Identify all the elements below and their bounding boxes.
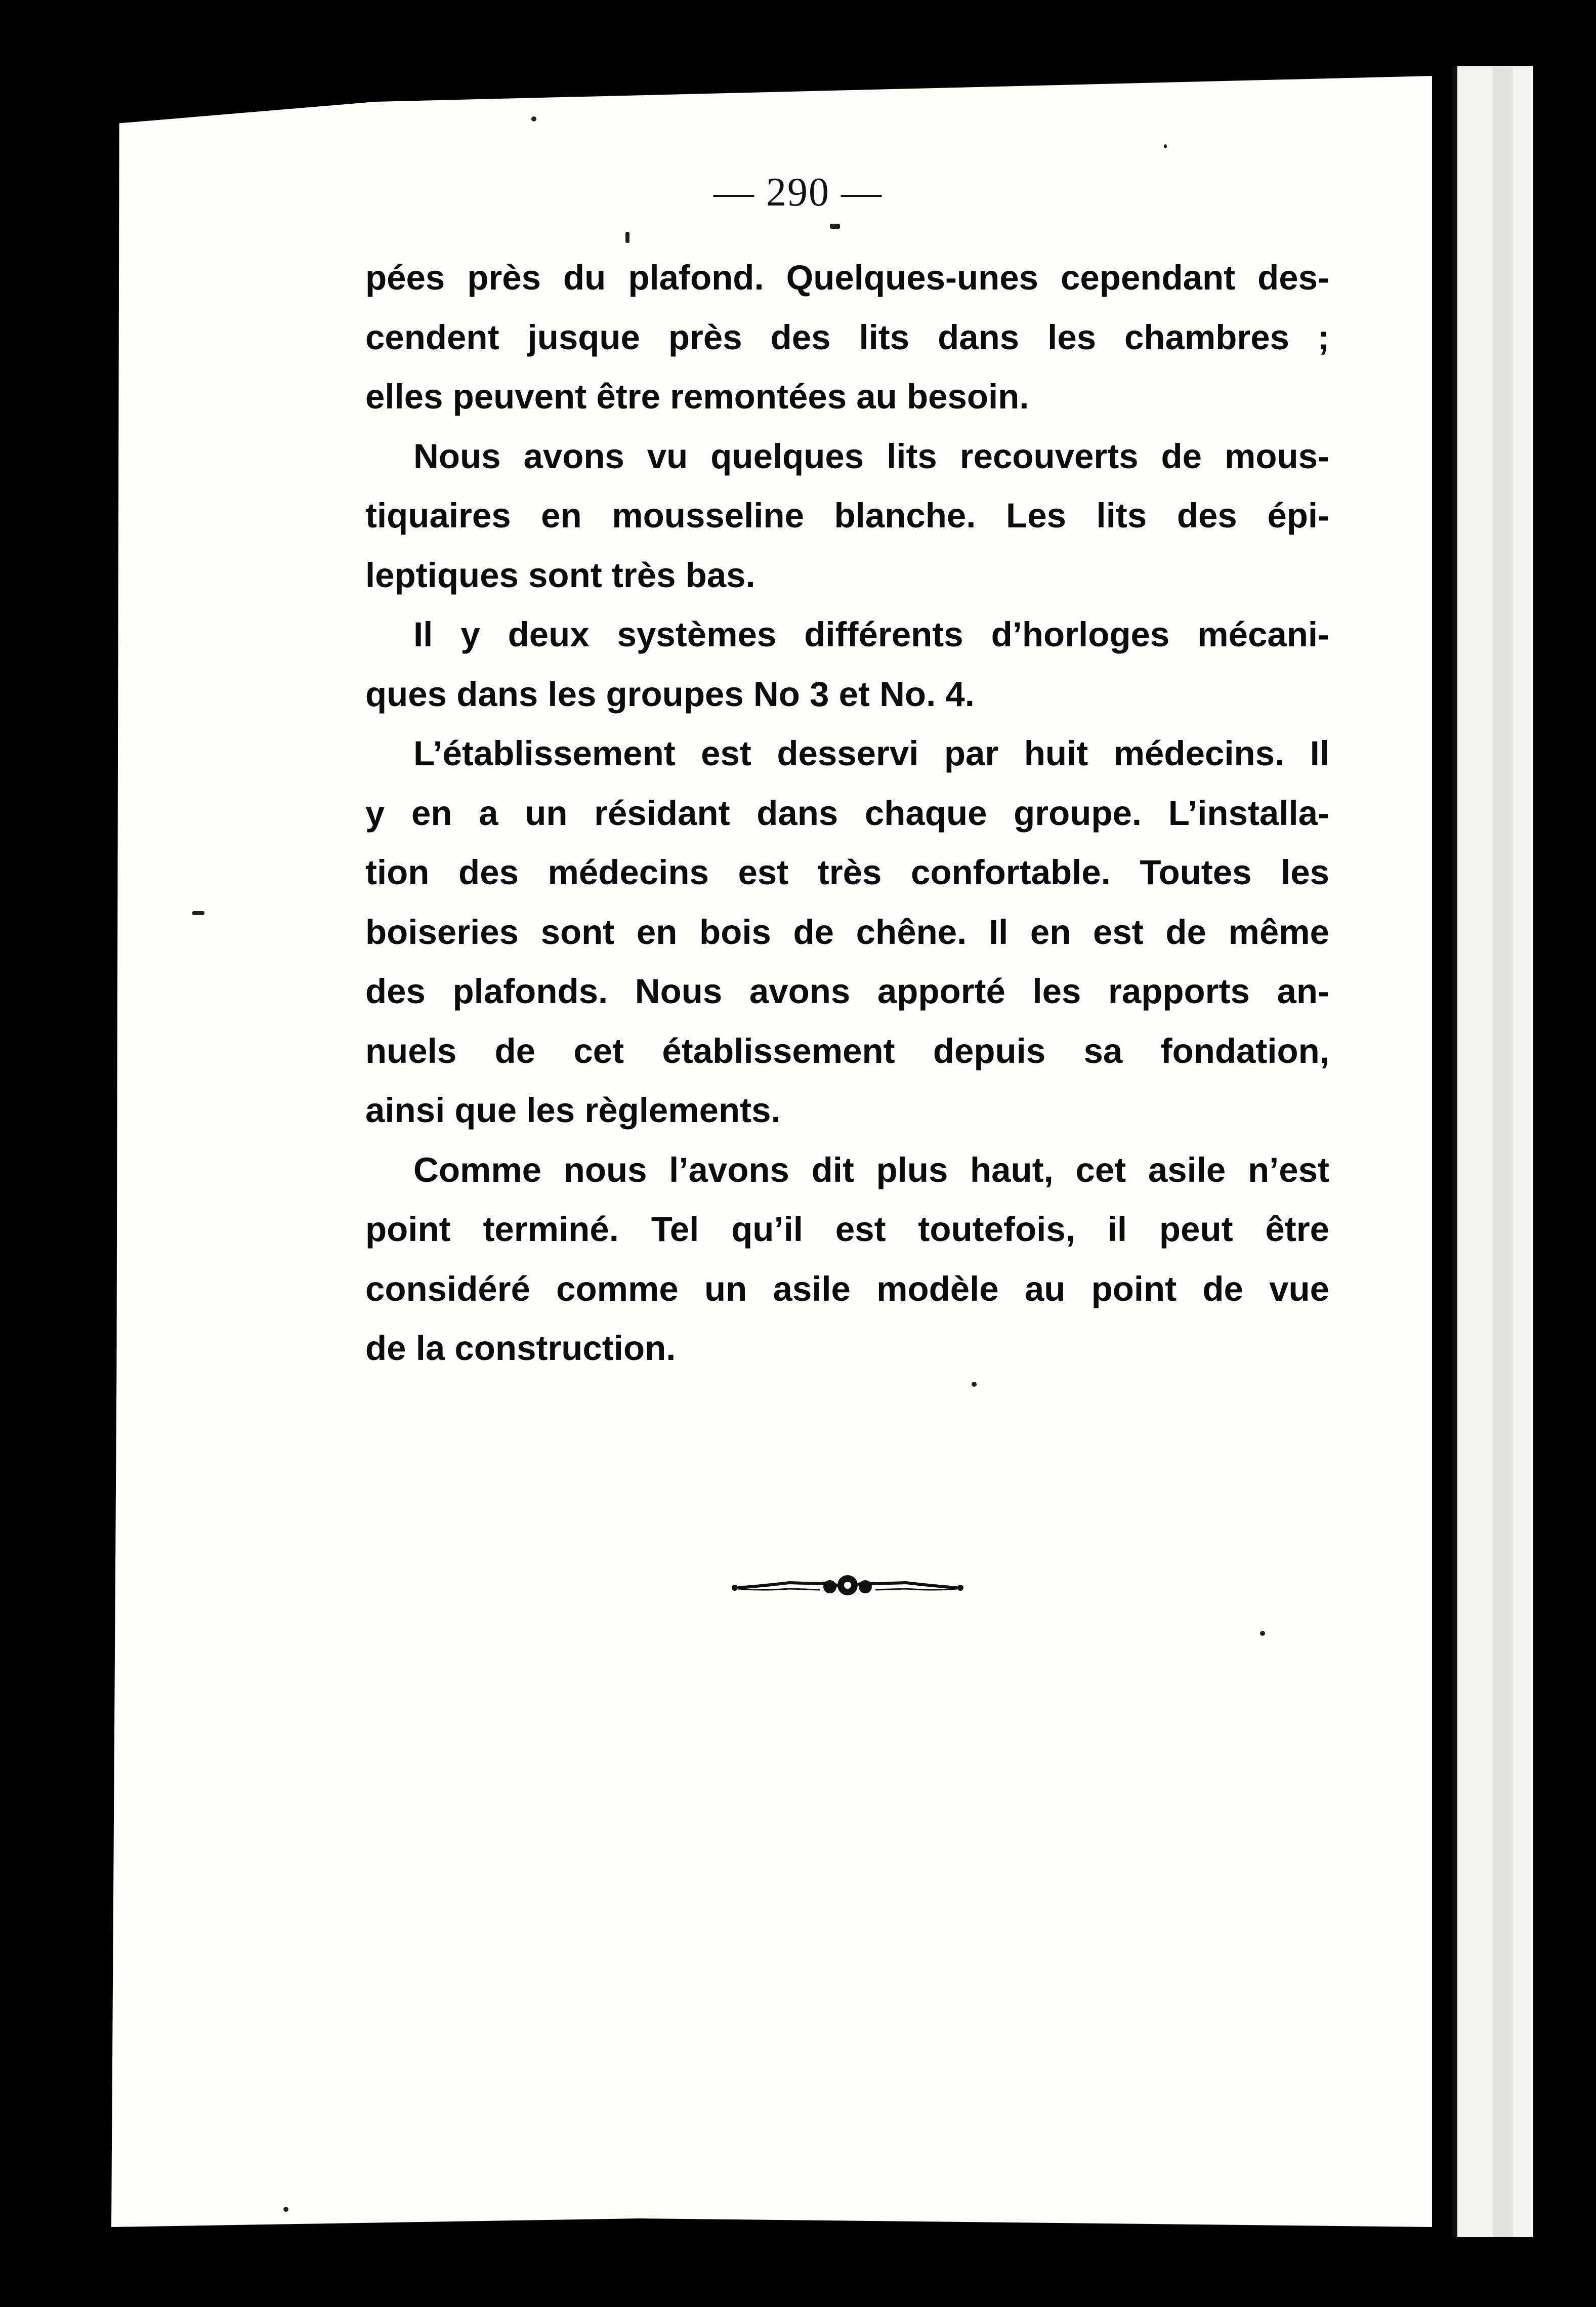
print-speck [972, 1382, 977, 1387]
text-line: considéré comme un asile modèle au point de vue [365, 1269, 1329, 1308]
text-line: tiquaires en mousseline blanche. Les lits des épi- [365, 496, 1329, 535]
paragraph [365, 605, 1329, 724]
text-line: Nous avons vu quelques lits recouverts de mous- [413, 436, 1329, 476]
text-line: cendent jusque près des lits dans les chambres ; [365, 317, 1329, 357]
print-speck [1260, 1631, 1265, 1636]
page-number: — 290 — [713, 170, 883, 215]
body-text [365, 248, 1329, 1378]
text-line: y en a un résidant dans chaque groupe. L’installa- [365, 793, 1329, 833]
text-line: ques dans les groupes No 3 et No. 4. [365, 674, 975, 714]
paragraph [365, 427, 1329, 605]
text-line: elles peuvent être remontées au besoin. [365, 377, 1029, 416]
text-line: Il y deux systèmes différents d’horloges mécani- [413, 615, 1329, 654]
print-speck [192, 911, 204, 915]
text-line: pées près du plafond. Quelques-unes cependant des- [365, 258, 1329, 297]
text-line: nuels de cet établissement depuis sa fondation, [365, 1031, 1329, 1070]
ornament-divider-icon [729, 1572, 967, 1602]
paragraph [365, 248, 1329, 427]
print-speck [531, 116, 536, 121]
facing-page-edge [1452, 66, 1533, 2237]
text-line: leptiques sont très bas. [365, 555, 755, 595]
print-speck [1164, 144, 1167, 148]
page-edge-shading [1493, 66, 1513, 2237]
paragraph [365, 724, 1329, 1140]
text-line: de la construction. [365, 1329, 676, 1368]
text-line: ainsi que les règlements. [365, 1091, 781, 1130]
paragraph [365, 1140, 1329, 1378]
text-line: point terminé. Tel qu’il est toutefois, il peut être [365, 1210, 1329, 1249]
text-line: des plafonds. Nous avons apporté les rapports an- [365, 972, 1329, 1011]
text-line: tion des médecins est très confortable. Toutes les [365, 853, 1329, 892]
text-line: Comme nous l’avons dit plus haut, cet asile n’est [413, 1150, 1329, 1189]
text-line: boiseries sont en bois de chêne. Il en est de même [365, 912, 1329, 952]
print-speck [283, 2207, 288, 2212]
print-speck [830, 224, 840, 229]
print-speck [625, 232, 629, 243]
text-line: L’établissement est desservi par huit médecins. Il [413, 734, 1329, 773]
